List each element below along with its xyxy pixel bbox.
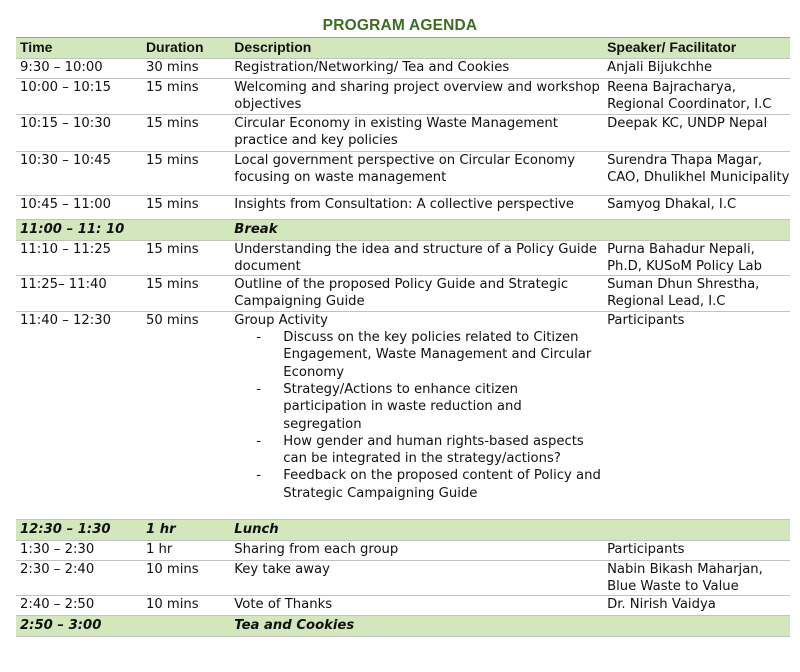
- cell-description-text: Break: [234, 221, 278, 237]
- cell-speaker: [603, 519, 790, 540]
- cell-time-text: 11:00 – 11: 10: [20, 221, 125, 237]
- header-time: Time: [20, 39, 53, 55]
- cell-description: [230, 540, 603, 560]
- cell-duration-text: 1 hr: [145, 521, 176, 537]
- table-row: [16, 114, 790, 151]
- cell-description-text: Insights from Consultation: A collective perspective: [234, 196, 575, 212]
- cell-speaker-text: Anjali Bijukchhe: [607, 60, 713, 75]
- cell-time-text: 9:30 – 10:00: [20, 60, 103, 75]
- cell-duration-text: 10 mins: [145, 561, 199, 577]
- cell-speaker: [603, 596, 790, 616]
- cell-description-text: Local government perspective on Circular Economy focusing on waste management: [234, 152, 576, 185]
- cell-description-text: Outline of the proposed Policy Guide and Strategic Campaigning Guide: [234, 277, 569, 310]
- cell-speaker: [603, 276, 790, 312]
- cell-time-text: 2:50 – 3:00: [20, 618, 102, 634]
- cell-duration-text: 15 mins: [145, 196, 199, 212]
- cell-time-text: 11:40 – 12:30: [20, 312, 111, 328]
- cell-time-text: 10:45 – 11:00: [20, 196, 111, 212]
- cell-description: [230, 240, 603, 276]
- break-row: [16, 219, 790, 240]
- cell-speaker-text: Participants: [607, 541, 685, 557]
- cell-time: [16, 540, 142, 560]
- cell-duration: [142, 195, 230, 219]
- cell-speaker-text: Suman Dhun Shrestha, Regional Lead, I.C: [607, 277, 760, 310]
- cell-duration: [142, 79, 230, 115]
- cell-time-text: 12:30 – 1:30: [20, 521, 111, 537]
- cell-speaker-text: Dr. Nirish Vaidya: [607, 597, 716, 613]
- cell-description: [230, 195, 603, 219]
- cell-speaker-text: Surendra Thapa Magar, CAO, Dhulikhel Municipality: [607, 152, 790, 185]
- cell-time: [16, 151, 142, 195]
- cell-speaker: [603, 240, 790, 276]
- cell-time-text: 10:15 – 10:30: [20, 115, 111, 131]
- bullet-text: Strategy/Actions to enhance citizen participation in waste reduction and segregation: [283, 381, 522, 432]
- cell-duration-text: 15 mins: [145, 152, 199, 168]
- cell-duration: [142, 596, 230, 616]
- cell-duration-text: 15 mins: [145, 115, 199, 131]
- cell-duration: [142, 59, 230, 79]
- cell-speaker: [603, 616, 790, 637]
- cell-time-text: 1:30 – 2:30: [20, 541, 95, 557]
- cell-speaker-text: Nabin Bikash Maharjan, Blue Waste to Value: [607, 561, 763, 595]
- cell-description-text: Group Activity: [234, 312, 328, 328]
- activity-bullet: [256, 381, 603, 433]
- cell-speaker: [603, 59, 790, 79]
- cell-speaker: [603, 151, 790, 195]
- cell-description-text: Understanding the idea and structure of a Policy Guide document: [234, 241, 597, 274]
- cell-time-text: 11:10 – 11:25: [20, 241, 111, 257]
- cell-description: [230, 276, 603, 312]
- cell-time: [16, 59, 142, 79]
- cell-speaker-text: Purna Bahadur Nepali, Ph.D, KUSoM Policy Lab: [607, 241, 762, 274]
- cell-description: [230, 79, 603, 115]
- cell-duration: [142, 311, 230, 519]
- table-row: [16, 240, 790, 276]
- cell-time: [16, 195, 142, 219]
- cell-speaker: [603, 311, 790, 519]
- cell-time-text: 2:30 – 2:40: [20, 561, 95, 577]
- cell-description: [230, 59, 603, 79]
- cell-time-text: 10:30 – 10:45: [20, 152, 111, 168]
- activity-bullet: [256, 329, 603, 381]
- cell-description: [230, 114, 603, 151]
- cell-description-text: Welcoming and sharing project overview and workshop objectives: [234, 80, 600, 113]
- table-row: [16, 276, 790, 312]
- bullet-marker: -: [256, 330, 262, 346]
- cell-duration: [142, 151, 230, 195]
- table-row: [16, 311, 790, 519]
- cell-time: [16, 240, 142, 276]
- table-row: [16, 195, 790, 219]
- cell-duration: [142, 219, 230, 240]
- cell-description: [230, 219, 603, 240]
- cell-time-text: 2:40 – 2:50: [20, 597, 95, 613]
- cell-speaker: [603, 114, 790, 151]
- cell-time: [16, 276, 142, 312]
- cell-description: [230, 560, 603, 596]
- table-row: [16, 151, 790, 195]
- cell-description-text: Lunch: [234, 521, 279, 537]
- cell-duration-text: 10 mins: [145, 597, 199, 613]
- cell-speaker: [603, 79, 790, 115]
- cell-description-text: Vote of Thanks: [234, 597, 333, 613]
- cell-description-text: Sharing from each group: [234, 541, 399, 557]
- cell-duration: [142, 540, 230, 560]
- cell-duration: [142, 240, 230, 276]
- cell-time: [16, 311, 142, 519]
- break-row: [16, 519, 790, 540]
- cell-time: [16, 596, 142, 616]
- cell-duration-text: 15 mins: [145, 241, 199, 257]
- cell-time-text: 10:00 – 10:15: [20, 80, 111, 95]
- cell-speaker: [603, 195, 790, 219]
- bullet-text: How gender and human rights-based aspects can be integrated in the strategy/actions?: [283, 433, 584, 467]
- header-speaker: Speaker/ Facilitator: [607, 39, 737, 55]
- cell-duration-text: 1 hr: [145, 541, 173, 557]
- table-row: [16, 560, 790, 596]
- bullet-text: Discuss on the key policies related to Citizen Engagement, Waste Management and Circular Economy: [283, 330, 592, 380]
- cell-time: [16, 616, 142, 637]
- cell-duration: [142, 616, 230, 637]
- bullet-marker: -: [256, 468, 262, 484]
- cell-duration-text: 30 mins: [145, 60, 199, 75]
- bullet-marker: -: [256, 433, 262, 449]
- cell-description: [230, 151, 603, 195]
- cell-description-text: Circular Economy in existing Waste Management practice and key policies: [234, 115, 558, 148]
- cell-time: [16, 560, 142, 596]
- header-duration: Duration: [145, 39, 204, 55]
- activity-bullet-list: [234, 329, 603, 502]
- table-row: [16, 79, 790, 115]
- activity-bullet: [256, 467, 603, 502]
- agenda-body: [16, 59, 790, 637]
- cell-description-text: Registration/Networking/ Tea and Cookies: [234, 60, 510, 75]
- header-description: Description: [234, 39, 312, 55]
- cell-duration: [142, 114, 230, 151]
- cell-speaker-text: Participants: [607, 312, 685, 328]
- cell-description-text: Tea and Cookies: [234, 618, 355, 634]
- cell-description: [230, 596, 603, 616]
- cell-speaker: [603, 219, 790, 240]
- table-row: [16, 540, 790, 560]
- break-row: [16, 616, 790, 637]
- cell-speaker: [603, 540, 790, 560]
- cell-speaker-text: Reena Bajracharya, Regional Coordinator, I.C: [607, 80, 772, 113]
- cell-time: [16, 79, 142, 115]
- cell-description: [230, 311, 603, 519]
- bullet-text: Feedback on the proposed content of Policy and Strategic Campaigning Guide: [283, 468, 601, 501]
- cell-description-text: Key take away: [234, 561, 330, 577]
- cell-time: [16, 114, 142, 151]
- cell-duration: [142, 560, 230, 596]
- cell-duration-text: 15 mins: [145, 277, 199, 293]
- bullet-marker: -: [256, 381, 262, 397]
- cell-time-text: 11:25– 11:40: [20, 277, 107, 293]
- cell-speaker: [603, 560, 790, 596]
- cell-speaker-text: Samyog Dhakal, I.C: [607, 196, 737, 212]
- cell-description: [230, 616, 603, 637]
- table-row: [16, 596, 790, 616]
- cell-duration-text: 50 mins: [145, 312, 199, 328]
- cell-time: [16, 219, 142, 240]
- activity-bullet: [256, 433, 603, 468]
- table-row: [16, 59, 790, 79]
- cell-speaker-text: Deepak KC, UNDP Nepal: [607, 115, 768, 131]
- cell-duration-text: 15 mins: [145, 80, 199, 95]
- agenda-table: [16, 37, 790, 637]
- table-header-row: [16, 38, 790, 59]
- cell-duration: [142, 276, 230, 312]
- cell-time: [16, 519, 142, 540]
- cell-description: [230, 519, 603, 540]
- page-title: PROGRAM AGENDA: [322, 17, 478, 34]
- cell-duration: [142, 519, 230, 540]
